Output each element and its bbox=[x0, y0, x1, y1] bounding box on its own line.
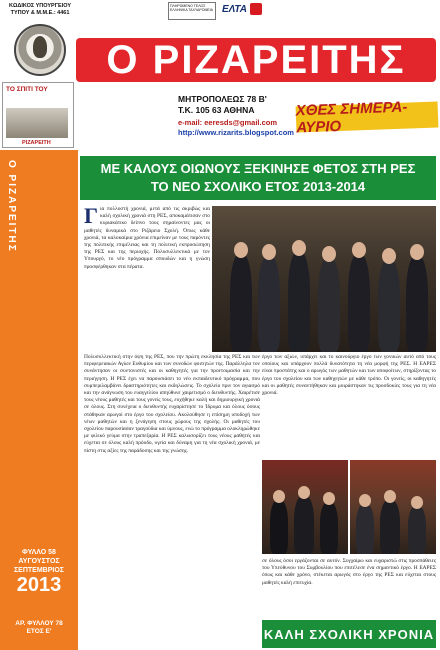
headline-line-1: ΜΕ ΚΑΛΟΥΣ ΟΙΩΝΟΥΣ ΞΕΚΙΝΗΣΕ ΦΕΤΟΣ ΣΤΗ ΡΕΣ bbox=[100, 161, 416, 177]
article-column-4 bbox=[262, 558, 436, 618]
postage-paid-box: ΠΛΗΡΩΜΕΝΟ ΤΕΛΟΣ ΕΛΛΗΝΙΚΑ ΤΑΧΥΔΡΟΜΕΙΑ bbox=[168, 2, 216, 20]
email-link[interactable]: e-mail: eeresds@gmail.com bbox=[178, 118, 278, 127]
masthead-banner bbox=[76, 38, 436, 82]
headline-banner bbox=[80, 156, 436, 200]
newspaper-title: Ο ΡΙΖΑΡΕΙΤΗΣ bbox=[106, 37, 406, 82]
slogan-banner bbox=[295, 98, 439, 137]
article-column-2 bbox=[84, 354, 260, 650]
article-text-3: έργο των αξιών, υπάρχει και το καινούργιο έργο των γονικών αυτό από τους οποίους και υπάρχουν πολλά δυνατότητα τη νέα μορφή της ΡΕΣ. Η ΕΑΡΕΣ είναι προστάτης και ο αρωγός των μαθητών και των αποφοίτων, στηρίζοντας το έργο του σχολείου και των καθηγητών με κάθε τρόπο. Οι γονείς, οι καθηγητές και οι μαθητές συναντήθηκαν και μοιράστηκαν τις προσδοκίες τους για τη νέα χρονιά. bbox=[262, 354, 436, 397]
footer-banner bbox=[262, 620, 436, 648]
elta-bird-icon bbox=[250, 3, 262, 15]
issue-months: ΑΥΓΟΥΣΤΟΣ ΣΕΠΤΕΜΒΡΙΟΣ bbox=[13, 558, 64, 575]
article-text-2: Πολυσυλλεκτική στην όψη της ΡΕΣ, που την πρώτη εκκλησία της ΡΕΣ και των περιφερειακών Αγίων Ευθυμίου και των συνοδών φοιτητών της. Παράλληλα τον συνάντησαν οι συντονιστές και οι καθηγητές για την προετοιμασία και την περιήγηση. Η ΡΕΣ έχει να παρουσιάσει το νέο εκπαιδευτικό πρόγραμμα, που συμπεριλαμβάνει δραστηριότητες και εκδηλώσεις. Το σχολείο πριν τον αγιασμό και την ανάγνωση του ευαγγελίου απηύθυνε χαιρετισμό ο διευθυντής. Χαιρέτισε τους νέους μαθητές και τους γονείς τους, ευχήθηκε καλή και δημιουργική χρονιά σε όλους. Στη συνέχεια ο διευθυντής ευχαρίστησε το Ίδρυμα και όλους όσους στάθηκαν αρωγοί στο έργο του σχολείου. Ακολούθησε η επίσημη υποδοχή των νέων μαθητών και η ξενάγηση στους χώρους της σχολής. Οι μαθητές του σχολείου παρουσίασαν τραγούδια και ύμνους, ενώ το πρόγραμμα ολοκληρώθηκε με φιλικό γεύμα στην τραπεζαρία. Η ΡΕΣ καλωσορίζει τους νέους μαθητές και εύχεται σε όλους καλή πρόοδο, υγεία και δύναμη για τη νέα σχολική χρονιά, με πίστη στις αξίες της παράδοσης και της γνώσης. bbox=[84, 354, 260, 454]
article-text-1: ια πολλοστή χρονιά, μετά από τις ακριβώς και καλή σχολική χρονιά στη ΡΕΣ, αποκαμάτισαν στο κυριακάτικο δείπνο τους σημαίνοντες μας οι μαθητές δυναμικά στο Ριζάρειο Σχολή. Όπως κάθε χρονιά, τα καλοκαίρια χρόνια επιμείναν με τους παρόντες της πολιτικής επιμέλειας και τη πολιτική εκπροσώπηση της ΡΕΣ και της περιοχής. Πολυσυλλεκτικά με τον Υπουργό, το νέο πρόγραμμα σπουδών και η γνώση προσφέρθηκαν στα πέρατα. bbox=[84, 206, 210, 270]
slogan-text: ΧΘΕΣ ΣΗΜΕΡΑ-ΑΥΡΙΟ bbox=[295, 98, 408, 137]
article-text-4: σε όλους όσοι εργάζονται σε αυτόν. Συγχαίρω και ευχαριστώ στις προσπάθειες του Υπεύθυνου του Συμβουλίου που επιτέλεσε ένα σημαντικό έργο. Η ΕΑΡΕΣ όπως και κάθε χρόνο, στέκεται αρωγός στο έργο της ΡΕΣ και εύχεται στους μαθητές καλή επιτυχία. bbox=[262, 558, 436, 586]
choir-photo bbox=[212, 206, 436, 352]
address-street: ΜΗΤΡΟΠΟΛΕΩΣ 78 Β' bbox=[178, 94, 267, 104]
nopod-caption: ΡΙΖΑΡΕΙΤΗ bbox=[22, 140, 51, 146]
issue-info bbox=[4, 548, 74, 575]
nopod-label: ΤΟ ΣΠΙΤΙ ΤΟΥ bbox=[6, 86, 48, 93]
issue-number: ΑΡ. ΦΥΛΛΟΥ 78 bbox=[15, 620, 63, 627]
headline-line-2: ΤΟ ΝΕΟ ΣΧΟΛΙΚΟ ΕΤΟΣ 2013-2014 bbox=[150, 179, 366, 194]
article-column-1 bbox=[84, 206, 210, 352]
students-photo bbox=[350, 460, 436, 554]
blog-link[interactable]: http://www.rizarits.blogspot.com bbox=[178, 128, 294, 137]
article-dropcap: Γ bbox=[84, 206, 98, 228]
footer-banner-text: ΚΑΛΗ ΣΧΟΛΙΚΗ ΧΡΟΝΙΑ bbox=[263, 626, 435, 642]
issue-year: 2013 bbox=[16, 574, 62, 596]
issue-label: ΦΥΛΛΟ 58 bbox=[22, 549, 56, 556]
issue-number-block bbox=[4, 620, 74, 637]
nopod-photo bbox=[6, 108, 68, 138]
sidebar-vertical-title: Ο ΡΙΖΑΡΕΙΤΗΣ bbox=[6, 160, 17, 253]
ceremony-photo bbox=[262, 460, 348, 554]
issue-edition: ΕΤΟΣ Ε' bbox=[26, 628, 52, 636]
elta-logo: ΕΛΤΑ bbox=[222, 4, 248, 15]
ministry-code: ΚΩΔΙΚΟΣ ΥΠΟΥΡΓΕΙΟΥ ΤΥΠΟΥ & Μ.Μ.Ε.: 4461 bbox=[9, 3, 71, 16]
founder-medallion-image bbox=[14, 24, 66, 76]
address-city: Τ.Κ. 105 63 ΑΘΗΝΑ bbox=[178, 105, 255, 116]
article-column-3 bbox=[262, 354, 436, 458]
address-block bbox=[178, 94, 267, 116]
